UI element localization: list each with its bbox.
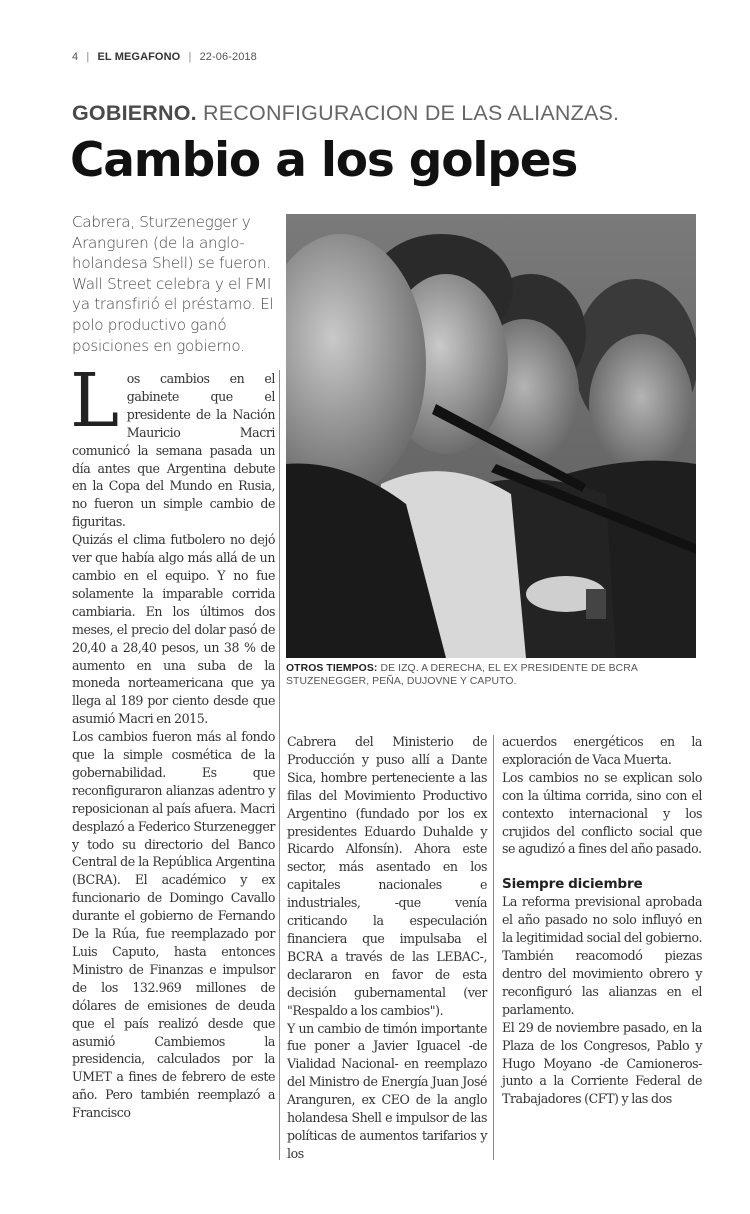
article-photo: [286, 214, 696, 658]
kicker: [72, 101, 619, 126]
folio-line: [72, 51, 257, 63]
column-divider: [493, 735, 494, 1160]
folio-separator: |: [188, 51, 192, 63]
section-label: GOBIERNO.: [72, 101, 197, 125]
photo-illustration: [286, 214, 696, 658]
body-paragraph: Y un cambio de timón importante fue poner a Javier Iguacel -de Vialidad Nacional- en reemplazo del Ministro de Energía Juan José Aranguren, ex CEO de la anglo holandesa Shell e impulsor de las políticas de aumentos tarifarios y los: [287, 1020, 487, 1161]
page-number: 4: [72, 51, 79, 63]
paragraph-text: os cambios en el gabinete que el presidente de la Nación Mauricio Macri comunicó la semana pasada un día antes que Argentina debute en la Copa del Mundo en Rusia, no fueron un simple cambio de figuritas.: [72, 371, 275, 530]
body-column-2: [287, 733, 487, 1163]
body-paragraph: El 29 de noviembre pasado, en la Plaza de los Congresos, Pablo y Hugo Moyano -de Camioneros- junto a la Corriente Federal de Trabajadores (CFT) y las dos: [502, 1019, 702, 1107]
body-paragraph: acuerdos energéticos en la exploración de Vaca Muerta.: [502, 734, 702, 767]
caption-label: OTROS TIEMPOS:: [286, 663, 378, 674]
kicker-subtitle: RECONFIGURACION DE LAS ALIANZAS.: [203, 101, 620, 125]
caption-text: DE IZQ. A DERECHA, EL EX PRESIDENTE DE BCRA STUZENEGGER, PEÑA, DUJOVNE Y CAPUTO.: [286, 663, 638, 687]
body-paragraph: [70, 358, 275, 531]
body-paragraph: Quizás el clima futbolero no dejó ver que había algo más allá de un cambio en el equipo. Y no fue solamente la imparable corrida cambiaria. En los últimos dos meses, el precio del dolar pasó de 20,40 a 28,40 pesos, un 38 % de aumento en una suba de la moneda norteamericana que ya llega al 189 por ciento desde que asumió Macri en 2015.: [72, 532, 275, 727]
headline: Cambio a los golpes: [70, 133, 578, 188]
body-paragraph: Los cambios fueron más al fondo que la simple cosmética de la gobernabilidad. Es que reconfiguraron alianzas adentro y reposicionan al país afuera. Macri desplazó a Federico Sturzenegger y todo su directorio del Banco Central de la República Argentina (BCRA). El académico y ex funcionario de Domingo Cavallo durante el gobierno de Fernando De la Rúa, fue reemplazado por Luis Caputo, hasta entonces Ministro de Finanzas e impulsor de los 132.969 millones de dólares de emisiones de deuda que el país realizó desde que asumió Cambiemos la presidencia, calculados por la UMET a fines de febrero de este año. Pero también reemplazó a Francisco: [72, 729, 275, 1121]
folio-separator: |: [86, 51, 90, 63]
publication-name: EL MEGAFONO: [97, 51, 181, 63]
body-paragraph: Los cambios no se explican solo con la última corrida, sino con el contexto internacional y los crujidos del conflicto social que se agudizó a fines del año pasado.: [502, 769, 702, 857]
drop-cap: L: [70, 358, 119, 444]
column-divider: [279, 370, 280, 1160]
subheading: Siempre diciembre: [502, 876, 643, 893]
deck: Cabrera, Sturzenegger y Aranguren (de la anglo-holandesa Shell) se fueron. Wall Street celebra y el FMI ya transfirió el préstamo. El polo productivo ganó posiciones en gobierno.: [72, 213, 274, 355]
body-column-1: [70, 358, 275, 1122]
photo-caption: [286, 662, 706, 688]
body-paragraph: Cabrera del Ministerio de Producción y puso allí a Dante Sica, hombre perteneciente a las filas del Movimiento Productivo Argentino (fundado por los ex presidentes Eduardo Duhalde y Ricardo Alfonsín). Ahora este sector, más asentado en los capitales nacionales e industriales, -que venía criticando la especulación financiera que impulsaba el BCRA a través de las LEBAC-, declararon en favor de esta decisión gubernamental (ver "Respaldo a los cambios").: [287, 734, 487, 1018]
body-column-3: [502, 733, 702, 1108]
body-paragraph: La reforma previsional aprobada el año pasado no solo influyó en la legitimidad social del gobierno. También reacomodó piezas dentro del movimiento obrero y reconfiguró las alianzas en el parlamento.: [502, 894, 702, 1017]
publication-date: 22-06-2018: [199, 51, 257, 63]
